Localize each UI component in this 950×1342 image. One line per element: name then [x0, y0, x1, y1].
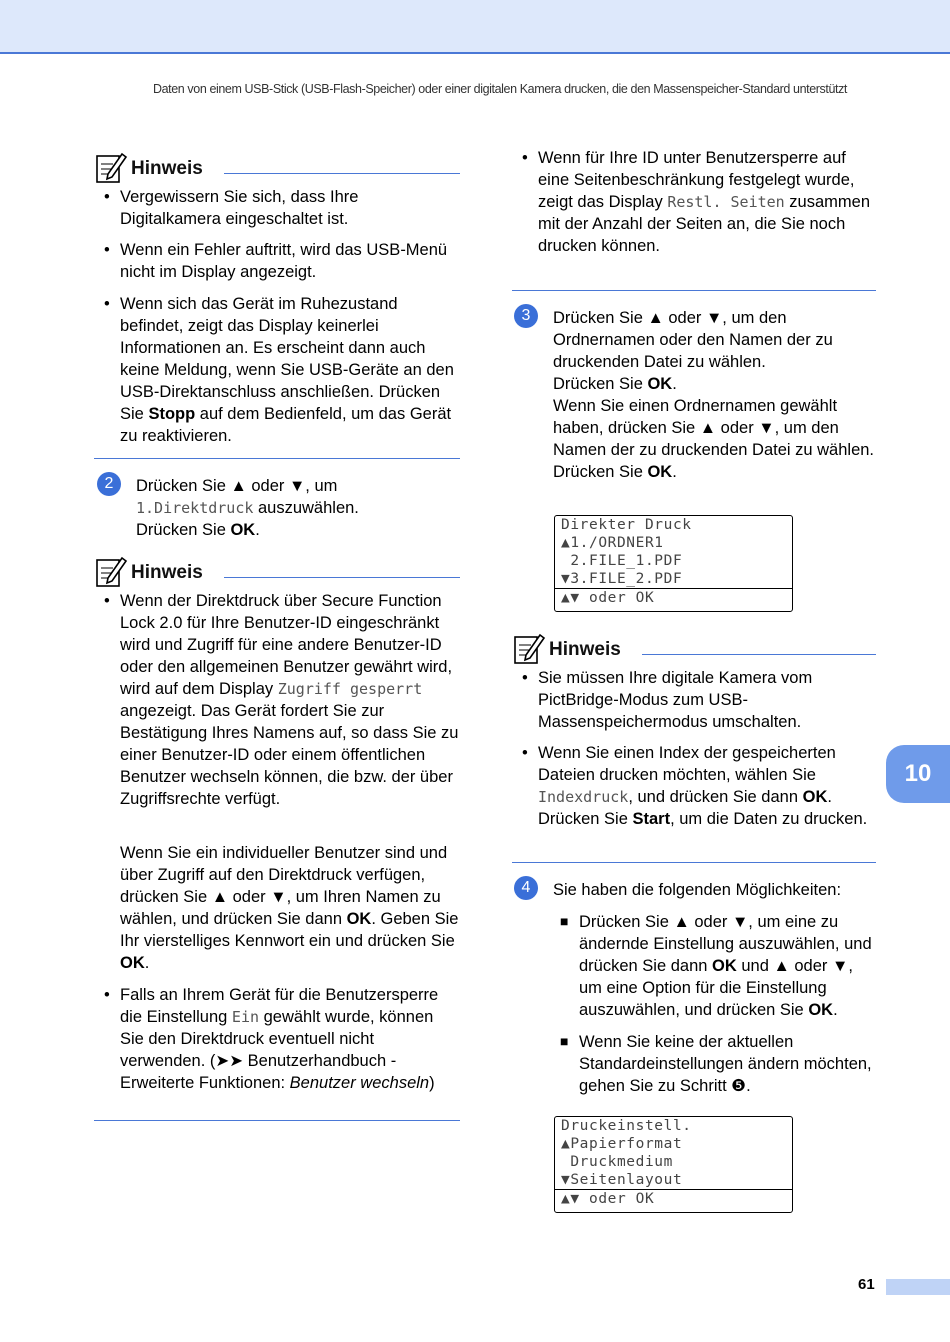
- square-bullet-icon: ■: [560, 1033, 569, 1049]
- lcd-line: Druckeinstell.: [561, 1118, 692, 1134]
- cross-reference-icon: ➤➤: [215, 1052, 244, 1070]
- page-number-bar: [886, 1279, 950, 1295]
- note1-bullet-1: • Vergewissern Sie sich, dass Ihre Digitalkamera eingeschaltet ist.: [120, 186, 460, 230]
- separator: [512, 862, 876, 863]
- step-2-badge: 2: [97, 472, 121, 496]
- note-pencil-icon: [512, 631, 546, 665]
- note2-paragraph: Wenn Sie ein individueller Benutzer sind und über Zugriff auf den Direktdruck verfügen, drücken Sie ▲ oder ▼, um Ihren Namen zu wählen, und drücken Sie dann OK. Geben Sie Ihr vierstelliges Kennwort ein und drücken Sie OK.: [120, 844, 459, 972]
- step-reference-icon: ❺: [731, 1077, 747, 1095]
- note-title: Hinweis: [131, 158, 203, 179]
- note-heading: [512, 631, 876, 665]
- square-bullet-icon: ■: [560, 913, 569, 929]
- step-2-text: Drücken Sie ▲ oder ▼, um 1.Direktdruck auszuwählen. Drücken Sie OK.: [136, 477, 359, 539]
- step-3-text: Drücken Sie ▲ oder ▼, um den Ordnernamen oder den Namen der zu druckenden Datei zu wählen. Drücken Sie OK. Wenn Sie einen Ordnernamen gewählt haben, drücken Sie ▲ oder ▼, um den Namen der zu druckenden Datei zu wählen. Drücken Sie OK.: [553, 309, 875, 481]
- running-header: Daten von einem USB-Stick (USB-Flash-Speicher) oder einer digitalen Kamera drucken, die den Massenspeicher-Standard unterstützt: [152, 82, 847, 96]
- note-rule: [224, 577, 460, 578]
- note2-bullet-1: • Wenn der Direktdruck über Secure Function Lock 2.0 für Ihre Benutzer-ID eingeschränkt wird und Zugriff für eine andere Benutzer-ID oder den allgemeinen Benutzer gewährt wird, wird auf dem Display Zugriff gesperrt angezeigt. Das Gerät fordert Sie zur Bestätigung Ihres Namens auf, so dass Sie zu einer Benutzer-ID oder einem öffentlichen Benutzer wechseln können, die bzw. der über Zugriffsrechte verfügt.: [120, 590, 460, 810]
- note-pencil-icon: [94, 554, 128, 588]
- step-4-intro: Sie haben die folgenden Möglichkeiten:: [553, 881, 842, 899]
- note-heading: [94, 554, 460, 588]
- lcd-line: ▼Seitenlayout: [561, 1172, 683, 1188]
- note-rule: [224, 173, 460, 174]
- separator: [94, 1120, 460, 1121]
- note-title: Hinweis: [549, 639, 621, 660]
- lcd-line: ▼3.FILE_2.PDF: [561, 571, 683, 587]
- note-title: Hinweis: [131, 562, 203, 583]
- lcd-line: 2.FILE_1.PDF: [561, 553, 683, 569]
- lcd-line: Direkter Druck: [561, 517, 692, 533]
- header-band: [0, 0, 950, 54]
- lcd-line: ▲1./ORDNER1: [561, 535, 664, 551]
- lcd-line: ▲Papierformat: [561, 1136, 683, 1152]
- chapter-tab: 10: [886, 745, 950, 803]
- note-pencil-icon: [94, 150, 128, 184]
- note-rule: [642, 654, 876, 655]
- step-4-option-2: Wenn Sie keine der aktuellen Standardeinstellungen ändern möchten, gehen Sie zu Schritt ❺.: [579, 1033, 872, 1095]
- note3-bullet-1: • Sie müssen Ihre digitale Kamera vom PictBridge-Modus zum USB-Massenspeichermodus umschalten.: [538, 667, 878, 733]
- right-top-bullet: • Wenn für Ihre ID unter Benutzersperre auf eine Seitenbeschränkung festgelegt wurde, zeigt das Display Restl. Seiten zusammen mit der Anzahl der Seiten an, die Sie noch drucken können.: [538, 147, 878, 257]
- note-heading: [94, 150, 460, 184]
- lcd-display-2: [554, 1116, 793, 1213]
- step-3-badge: 3: [514, 304, 538, 328]
- separator: [512, 290, 876, 291]
- separator: [94, 458, 460, 459]
- lcd-footer: ▲▼ oder OK: [555, 588, 792, 608]
- note1-bullet-2: • Wenn ein Fehler auftritt, wird das USB-Menü nicht im Display angezeigt.: [120, 239, 460, 283]
- page-number: 61: [858, 1276, 875, 1293]
- step-4-badge: 4: [514, 876, 538, 900]
- lcd-line: Druckmedium: [561, 1154, 673, 1170]
- note2-bullet-2: • Falls an Ihrem Gerät für die Benutzersperre die Einstellung Ein gewählt wurde, können Sie den Direktdruck eventuell nicht verwenden. (➤➤ Benutzerhandbuch - Erweiterte Funktionen: Benutzer wechseln): [120, 984, 460, 1094]
- note3-bullet-2: • Wenn Sie einen Index der gespeicherten Dateien drucken möchten, wählen Sie Indexdruck, und drücken Sie dann OK. Drücken Sie Start, um die Daten zu drucken.: [538, 742, 878, 830]
- note1-bullet-3: • Wenn sich das Gerät im Ruhezustand befindet, zeigt das Display keinerlei Informationen an. Es erscheint dann auch keine Meldung, wenn Sie USB-Geräte an den USB-Direktanschluss anschließen. Drücken Sie Stopp auf dem Bedienfeld, um das Gerät zu reaktivieren.: [120, 293, 460, 447]
- lcd-footer: ▲▼ oder OK: [555, 1189, 792, 1209]
- step-4-option-1: Drücken Sie ▲ oder ▼, um eine zu ändernde Einstellung auszuwählen, und drücken Sie dann OK und ▲ oder ▼, um eine Option für die Einstellung auszuwählen, und drücken Sie OK.: [579, 913, 872, 1019]
- lcd-display-1: [554, 515, 793, 612]
